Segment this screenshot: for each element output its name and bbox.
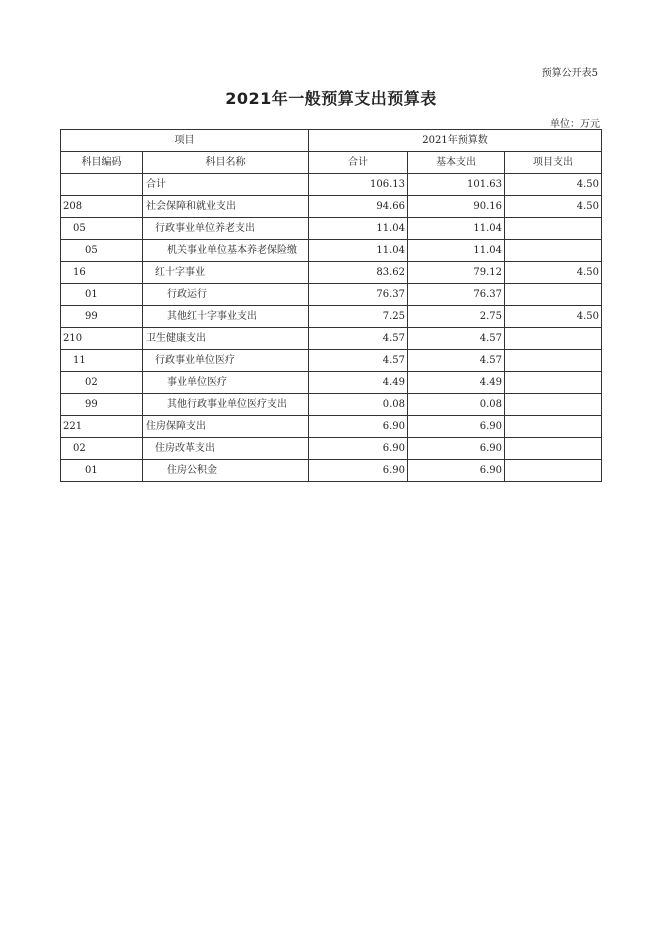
cell-name: 行政事业单位医疗 bbox=[143, 350, 309, 372]
header-name: 科目名称 bbox=[143, 152, 309, 174]
table-row bbox=[61, 174, 602, 196]
cell-name: 行政运行 bbox=[143, 284, 309, 306]
header-item: 项目 bbox=[61, 130, 309, 152]
table-row bbox=[61, 328, 602, 350]
cell-total: 0.08 bbox=[309, 394, 408, 416]
cell-project bbox=[505, 372, 602, 394]
cell-basic: 2.75 bbox=[408, 306, 505, 328]
cell-basic: 0.08 bbox=[408, 394, 505, 416]
cell-name: 机关事业单位基本养老保险缴 bbox=[143, 240, 309, 262]
cell-code: 221 bbox=[61, 416, 143, 438]
cell-code: 99 bbox=[61, 394, 143, 416]
table-row bbox=[61, 284, 602, 306]
cell-total: 11.04 bbox=[309, 218, 408, 240]
cell-name: 其他行政事业单位医疗支出 bbox=[143, 394, 309, 416]
cell-project: 4.50 bbox=[505, 174, 602, 196]
column-header-row bbox=[61, 152, 602, 174]
cell-basic: 76.37 bbox=[408, 284, 505, 306]
cell-project bbox=[505, 328, 602, 350]
cell-project bbox=[505, 460, 602, 482]
cell-basic: 4.57 bbox=[408, 328, 505, 350]
cell-code: 01 bbox=[61, 460, 143, 482]
unit-label: 单位：万元 bbox=[550, 119, 600, 130]
cell-project bbox=[505, 218, 602, 240]
cell-code bbox=[61, 174, 143, 196]
cell-total: 76.37 bbox=[309, 284, 408, 306]
table-row bbox=[61, 350, 602, 372]
cell-basic: 11.04 bbox=[408, 218, 505, 240]
cell-code: 16 bbox=[61, 262, 143, 284]
table-row bbox=[61, 438, 602, 460]
header-code: 科目编码 bbox=[61, 152, 143, 174]
cell-name: 红十字事业 bbox=[143, 262, 309, 284]
cell-basic: 79.12 bbox=[408, 262, 505, 284]
cell-code: 05 bbox=[61, 240, 143, 262]
cell-total: 6.90 bbox=[309, 438, 408, 460]
cell-basic: 6.90 bbox=[408, 460, 505, 482]
cell-basic: 11.04 bbox=[408, 240, 505, 262]
table-number-label: 预算公开表5 bbox=[541, 68, 598, 79]
budget-table bbox=[60, 129, 602, 482]
cell-total: 4.49 bbox=[309, 372, 408, 394]
cell-project bbox=[505, 284, 602, 306]
cell-total: 4.57 bbox=[309, 328, 408, 350]
cell-project bbox=[505, 350, 602, 372]
cell-total: 11.04 bbox=[309, 240, 408, 262]
cell-basic: 101.63 bbox=[408, 174, 505, 196]
group-header-row bbox=[61, 130, 602, 152]
cell-name: 合计 bbox=[143, 174, 309, 196]
cell-project: 4.50 bbox=[505, 196, 602, 218]
cell-project bbox=[505, 240, 602, 262]
cell-basic: 4.49 bbox=[408, 372, 505, 394]
cell-code: 02 bbox=[61, 438, 143, 460]
cell-code: 210 bbox=[61, 328, 143, 350]
cell-name: 行政事业单位养老支出 bbox=[143, 218, 309, 240]
cell-project bbox=[505, 394, 602, 416]
cell-code: 02 bbox=[61, 372, 143, 394]
cell-total: 6.90 bbox=[309, 460, 408, 482]
cell-project: 4.50 bbox=[505, 306, 602, 328]
cell-total: 94.66 bbox=[309, 196, 408, 218]
cell-basic: 4.57 bbox=[408, 350, 505, 372]
table-row bbox=[61, 218, 602, 240]
cell-total: 7.25 bbox=[309, 306, 408, 328]
table-row bbox=[61, 416, 602, 438]
cell-name: 住房改革支出 bbox=[143, 438, 309, 460]
cell-code: 05 bbox=[61, 218, 143, 240]
cell-basic: 6.90 bbox=[408, 438, 505, 460]
cell-basic: 6.90 bbox=[408, 416, 505, 438]
cell-total: 4.57 bbox=[309, 350, 408, 372]
cell-name: 事业单位医疗 bbox=[143, 372, 309, 394]
cell-name: 卫生健康支出 bbox=[143, 328, 309, 350]
cell-total: 106.13 bbox=[309, 174, 408, 196]
table-row bbox=[61, 306, 602, 328]
cell-basic: 90.16 bbox=[408, 196, 505, 218]
table-row bbox=[61, 394, 602, 416]
cell-name: 住房公积金 bbox=[143, 460, 309, 482]
header-budget-2021: 2021年预算数 bbox=[309, 130, 602, 152]
cell-total: 83.62 bbox=[309, 262, 408, 284]
table-row bbox=[61, 240, 602, 262]
table-row bbox=[61, 372, 602, 394]
cell-name: 社会保障和就业支出 bbox=[143, 196, 309, 218]
cell-name: 其他红十字事业支出 bbox=[143, 306, 309, 328]
cell-code: 11 bbox=[61, 350, 143, 372]
cell-project bbox=[505, 416, 602, 438]
page-title: 2021年一般预算支出预算表 bbox=[225, 89, 437, 108]
table-row bbox=[61, 262, 602, 284]
header-total: 合计 bbox=[309, 152, 408, 174]
cell-project: 4.50 bbox=[505, 262, 602, 284]
header-basic: 基本支出 bbox=[408, 152, 505, 174]
cell-total: 6.90 bbox=[309, 416, 408, 438]
header-project: 项目支出 bbox=[505, 152, 602, 174]
cell-code: 99 bbox=[61, 306, 143, 328]
cell-code: 208 bbox=[61, 196, 143, 218]
cell-code: 01 bbox=[61, 284, 143, 306]
table-row bbox=[61, 196, 602, 218]
cell-name: 住房保障支出 bbox=[143, 416, 309, 438]
table-row bbox=[61, 460, 602, 482]
cell-project bbox=[505, 438, 602, 460]
